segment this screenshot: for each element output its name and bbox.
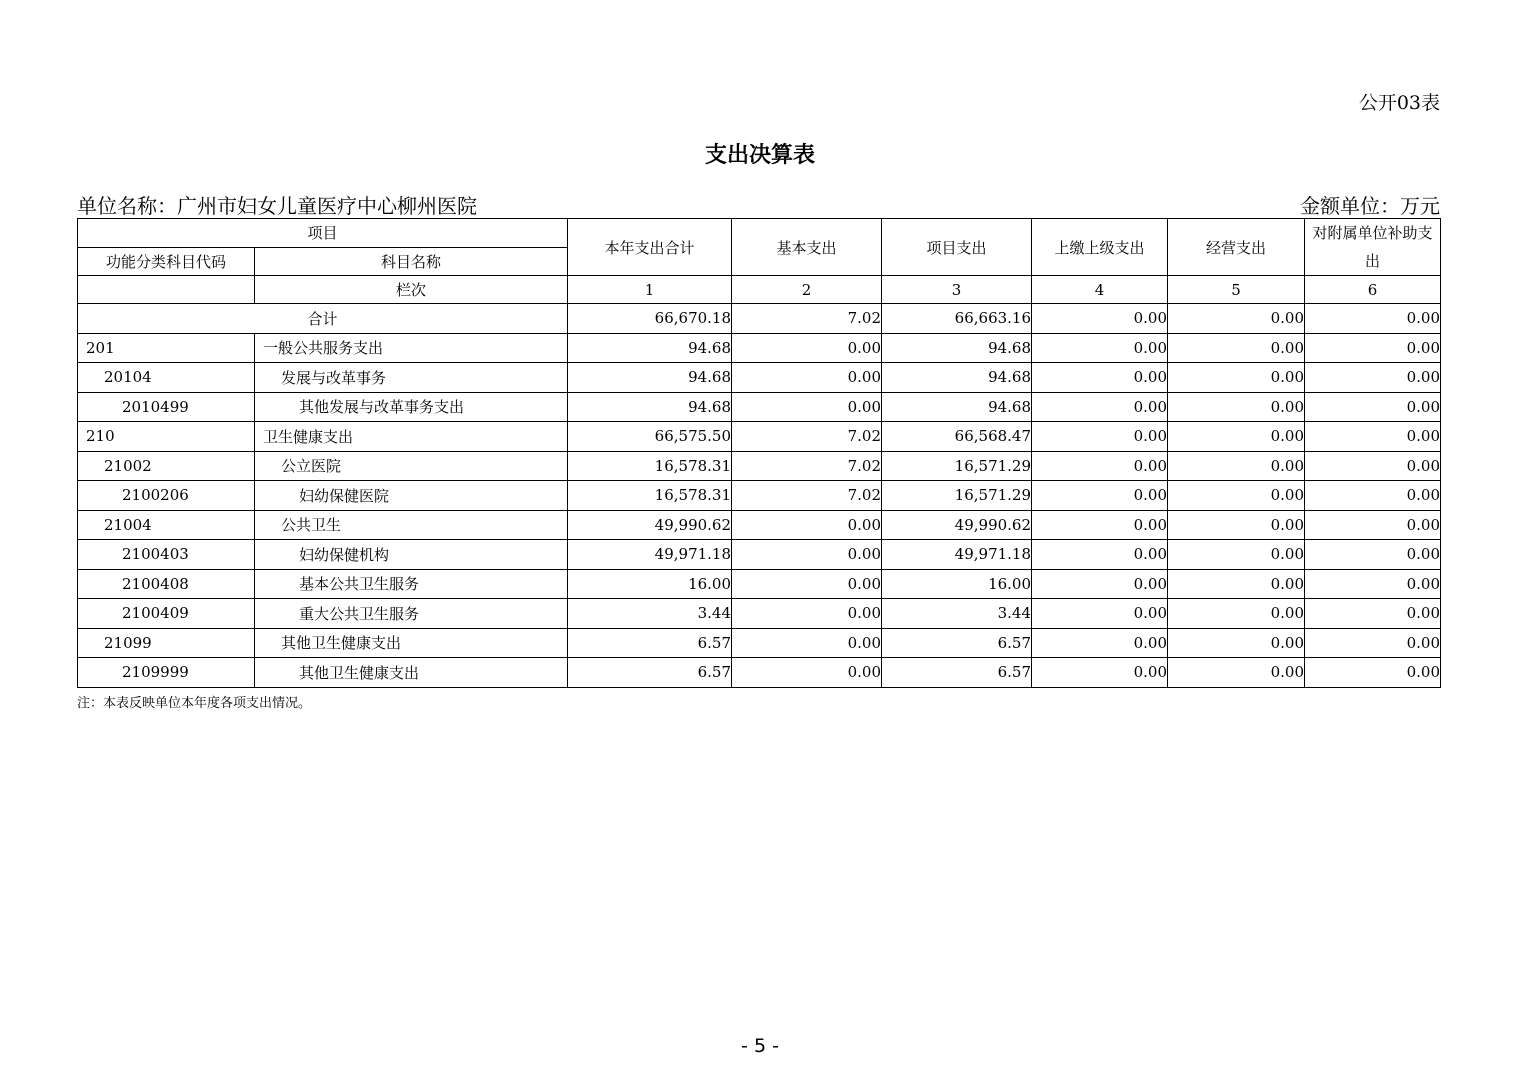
row-value: 16.00	[882, 569, 1032, 599]
total-value: 66,663.16	[882, 304, 1032, 334]
row-value: 0.00	[1305, 481, 1441, 511]
row-name: 卫生健康支出	[255, 422, 568, 452]
index-4: 4	[1032, 276, 1168, 304]
row-value: 0.00	[1032, 392, 1168, 422]
table-row	[78, 451, 1441, 481]
row-value: 0.00	[1305, 451, 1441, 481]
table-row	[78, 392, 1441, 422]
row-value: 0.00	[1305, 540, 1441, 570]
index-blank	[78, 276, 255, 304]
row-value: 16,578.31	[568, 451, 732, 481]
row-value: 0.00	[1168, 599, 1305, 629]
page-number: - 5 -	[741, 1035, 779, 1057]
row-value: 0.00	[1168, 510, 1305, 540]
row-value: 0.00	[732, 658, 882, 688]
row-value: 66,568.47	[882, 422, 1032, 452]
index-3: 3	[882, 276, 1032, 304]
row-value: 0.00	[732, 392, 882, 422]
row-value: 94.68	[568, 363, 732, 393]
row-value: 0.00	[1305, 510, 1441, 540]
row-value: 94.68	[568, 333, 732, 363]
row-value: 0.00	[732, 628, 882, 658]
table-note: 注：本表反映单位本年度各项支出情况。	[77, 696, 312, 711]
total-row	[78, 304, 1441, 334]
row-value: 0.00	[1032, 540, 1168, 570]
row-value: 0.00	[1305, 392, 1441, 422]
row-value: 16.00	[568, 569, 732, 599]
index-1: 1	[568, 276, 732, 304]
row-name: 基本公共卫生服务	[255, 569, 568, 599]
row-name: 发展与改革事务	[255, 363, 568, 393]
row-code: 21099	[78, 628, 255, 658]
row-value: 0.00	[732, 333, 882, 363]
row-value: 49,971.18	[882, 540, 1032, 570]
row-name: 公共卫生	[255, 510, 568, 540]
row-name: 其他卫生健康支出	[255, 628, 568, 658]
row-value: 94.68	[882, 333, 1032, 363]
row-code: 210	[78, 422, 255, 452]
row-value: 0.00	[732, 540, 882, 570]
amount-unit: 金额单位：万元	[1300, 194, 1440, 218]
row-code: 2100206	[78, 481, 255, 511]
row-value: 0.00	[1305, 658, 1441, 688]
row-value: 0.00	[1305, 333, 1441, 363]
header-item: 项目	[78, 219, 568, 248]
table-row	[78, 658, 1441, 688]
header-code: 功能分类科目代码	[78, 247, 255, 276]
row-code: 21004	[78, 510, 255, 540]
total-value: 0.00	[1032, 304, 1168, 334]
row-value: 0.00	[732, 599, 882, 629]
row-value: 16,571.29	[882, 481, 1032, 511]
row-value: 16,571.29	[882, 451, 1032, 481]
row-value: 0.00	[1032, 628, 1168, 658]
header-col-operating: 经营支出	[1168, 219, 1305, 276]
total-label: 合计	[78, 304, 568, 334]
row-value: 0.00	[1032, 569, 1168, 599]
row-value: 66,575.50	[568, 422, 732, 452]
row-value: 7.02	[732, 422, 882, 452]
total-value: 7.02	[732, 304, 882, 334]
row-value: 0.00	[1168, 333, 1305, 363]
row-value: 0.00	[732, 569, 882, 599]
table-row	[78, 599, 1441, 629]
header-col-project: 项目支出	[882, 219, 1032, 276]
total-value: 0.00	[1168, 304, 1305, 334]
row-value: 3.44	[882, 599, 1032, 629]
row-value: 94.68	[882, 392, 1032, 422]
table-row	[78, 569, 1441, 599]
index-5: 5	[1168, 276, 1305, 304]
row-name: 妇幼保健机构	[255, 540, 568, 570]
table-row	[78, 540, 1441, 570]
row-value: 16,578.31	[568, 481, 732, 511]
row-value: 0.00	[1032, 510, 1168, 540]
row-value: 0.00	[1168, 422, 1305, 452]
row-code: 2100409	[78, 599, 255, 629]
row-value: 0.00	[1168, 363, 1305, 393]
header-col-subsidy: 对附属单位补助支出	[1305, 219, 1441, 276]
row-code: 2100403	[78, 540, 255, 570]
row-value: 6.57	[882, 658, 1032, 688]
table-row	[78, 363, 1441, 393]
row-value: 0.00	[1168, 451, 1305, 481]
table-code: 公开03表	[1358, 92, 1440, 114]
row-code: 2100408	[78, 569, 255, 599]
row-value: 0.00	[1032, 451, 1168, 481]
row-value: 0.00	[1032, 481, 1168, 511]
row-value: 0.00	[732, 510, 882, 540]
row-value: 0.00	[1032, 658, 1168, 688]
header-name: 科目名称	[255, 247, 568, 276]
row-value: 49,971.18	[568, 540, 732, 570]
row-name: 妇幼保健医院	[255, 481, 568, 511]
row-name: 重大公共卫生服务	[255, 599, 568, 629]
row-name: 一般公共服务支出	[255, 333, 568, 363]
unit-name: 单位名称：广州市妇女儿童医疗中心柳州医院	[77, 194, 477, 218]
row-value: 0.00	[1168, 392, 1305, 422]
row-value: 0.00	[1032, 422, 1168, 452]
row-value: 3.44	[568, 599, 732, 629]
row-code: 21002	[78, 451, 255, 481]
index-2: 2	[732, 276, 882, 304]
row-code: 20104	[78, 363, 255, 393]
row-value: 49,990.62	[882, 510, 1032, 540]
total-value: 66,670.18	[568, 304, 732, 334]
row-value: 0.00	[1305, 569, 1441, 599]
row-name: 其他卫生健康支出	[255, 658, 568, 688]
table-row	[78, 333, 1441, 363]
index-label: 栏次	[255, 276, 568, 304]
row-value: 0.00	[1305, 363, 1441, 393]
row-value: 7.02	[732, 451, 882, 481]
row-value: 0.00	[1305, 422, 1441, 452]
row-value: 0.00	[1168, 540, 1305, 570]
table-row	[78, 481, 1441, 511]
row-value: 0.00	[1168, 569, 1305, 599]
row-value: 0.00	[1305, 599, 1441, 629]
row-value: 7.02	[732, 481, 882, 511]
row-value: 94.68	[882, 363, 1032, 393]
row-value: 94.68	[568, 392, 732, 422]
page-title: 支出决算表	[704, 143, 815, 168]
row-value: 6.57	[568, 628, 732, 658]
row-value: 0.00	[1032, 599, 1168, 629]
total-value: 0.00	[1305, 304, 1441, 334]
row-name: 公立医院	[255, 451, 568, 481]
row-name: 其他发展与改革事务支出	[255, 392, 568, 422]
header-col-total: 本年支出合计	[568, 219, 732, 276]
row-code: 2109999	[78, 658, 255, 688]
table-row	[78, 422, 1441, 452]
table-row	[78, 628, 1441, 658]
row-code: 2010499	[78, 392, 255, 422]
row-value: 0.00	[1032, 363, 1168, 393]
header-row-index	[78, 276, 1441, 304]
row-value: 6.57	[568, 658, 732, 688]
row-value: 0.00	[1305, 628, 1441, 658]
row-value: 49,990.62	[568, 510, 732, 540]
table-row	[78, 510, 1441, 540]
row-value: 0.00	[732, 363, 882, 393]
row-code: 201	[78, 333, 255, 363]
row-value: 6.57	[882, 628, 1032, 658]
row-value: 0.00	[1168, 481, 1305, 511]
index-6: 6	[1305, 276, 1441, 304]
header-row-1	[78, 219, 1441, 248]
row-value: 0.00	[1032, 333, 1168, 363]
row-value: 0.00	[1168, 658, 1305, 688]
header-col-basic: 基本支出	[732, 219, 882, 276]
header-col-remit: 上缴上级支出	[1032, 219, 1168, 276]
expenditure-table	[77, 218, 1441, 688]
row-value: 0.00	[1168, 628, 1305, 658]
